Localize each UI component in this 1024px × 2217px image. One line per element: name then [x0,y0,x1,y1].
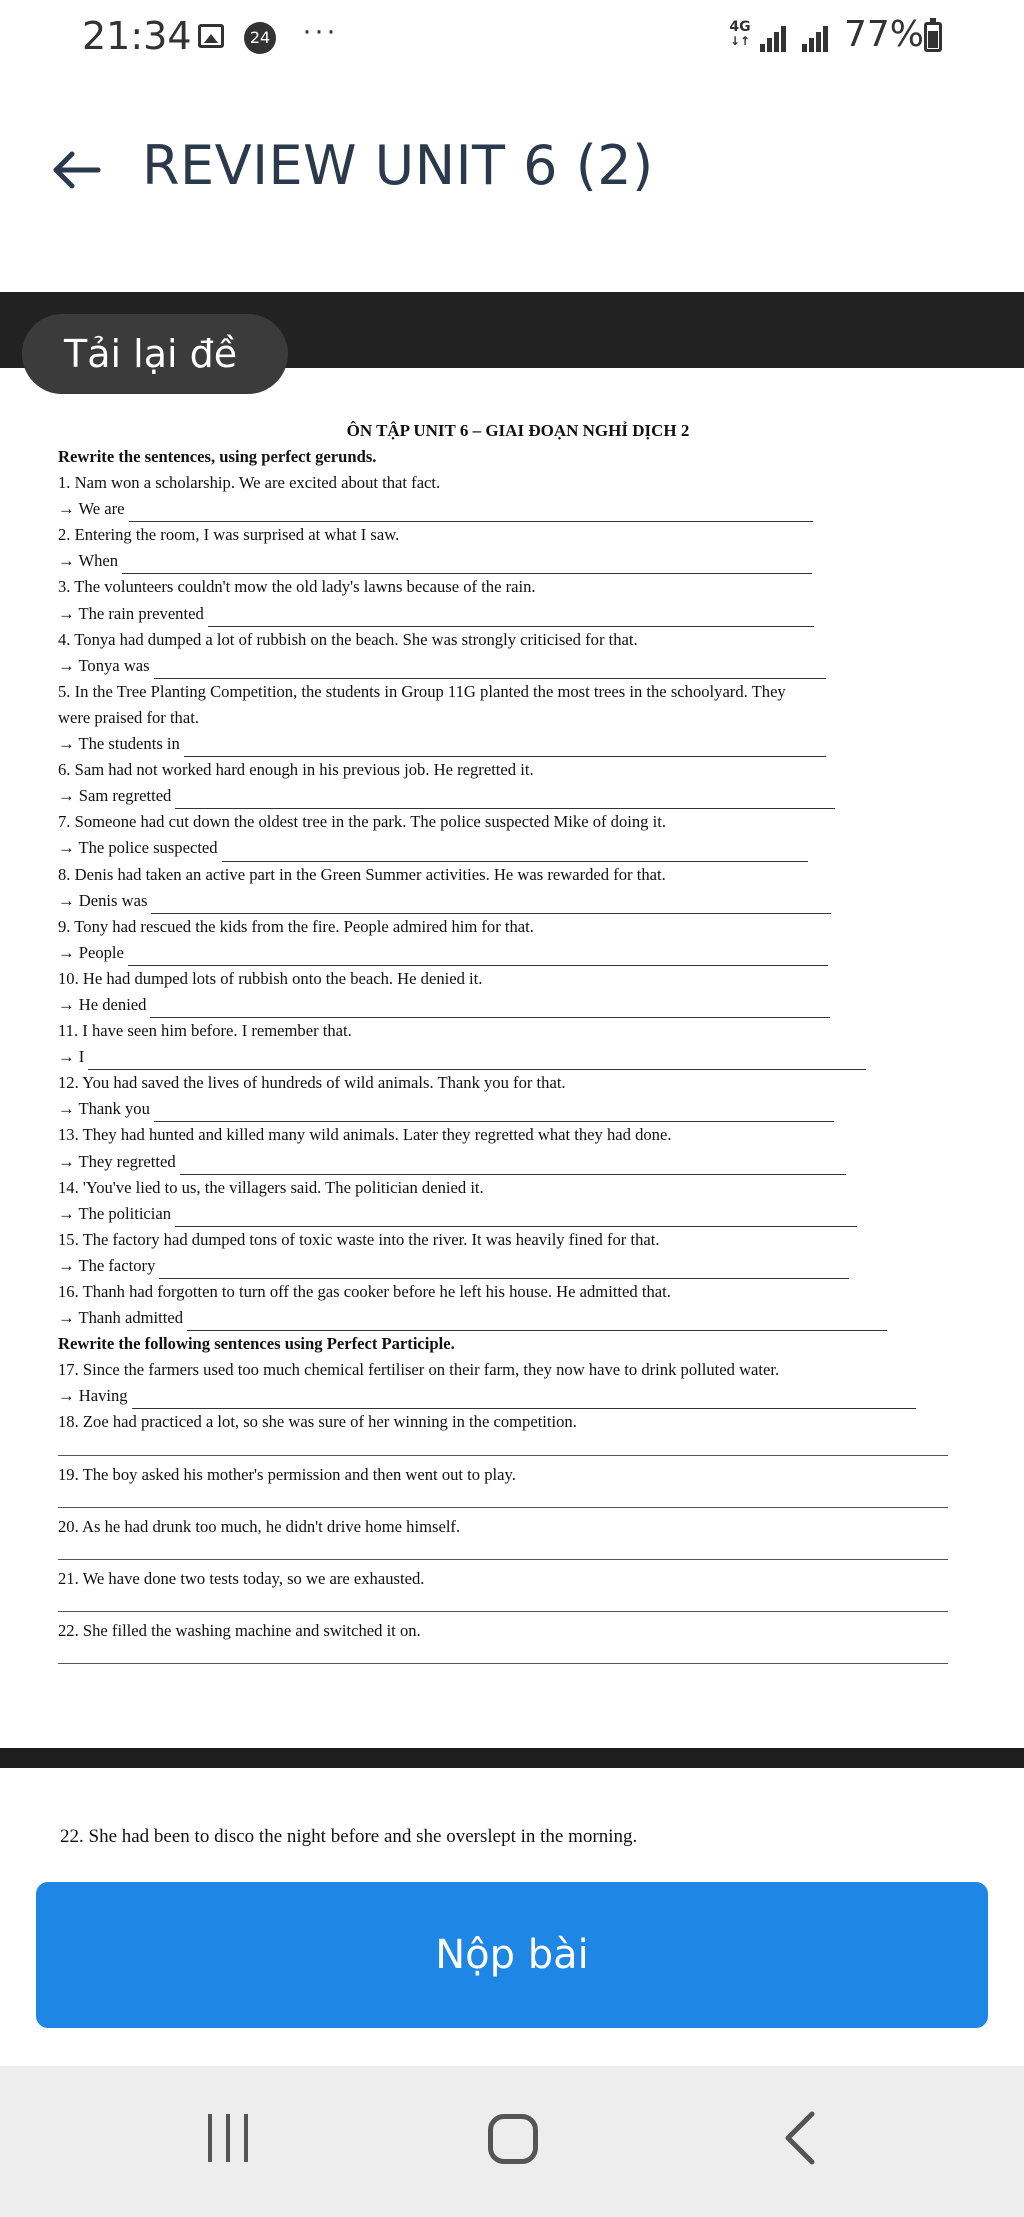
status-time: 21:34 [82,14,192,58]
answer-line [58,1096,978,1122]
answer-line [58,1149,978,1175]
answer-blank [132,1391,916,1409]
answer-prompt: → When [58,551,119,571]
question-text: 14. 'You've lied to us, the villagers said. The politician denied it. [58,1177,484,1197]
answer-line [58,1253,978,1279]
status-bar [0,0,1024,80]
section-heading: Rewrite the following sentences using Perfect Participle. [58,1334,455,1354]
question-text: 1. Nam won a scholarship. We are excited about that fact. [58,473,441,493]
answer-blank [180,1157,846,1175]
question-text: 21. We have done two tests today, so we are exhausted. [58,1569,425,1589]
question-text: 3. The volunteers couldn't mow the old lady's lawns because of the rain. [58,577,536,597]
worksheet-title: ÔN TẬP UNIT 6 – GIAI ĐOẠN NGHỈ DỊCH 2 [346,421,690,440]
answer-prompt: → They regretted [58,1151,176,1171]
question-text: 8. Denis had taken an active part in the Green Summer activities. He was rewarded for that. [58,864,666,884]
answer-line [58,548,978,574]
answer-line [58,496,978,522]
answer-line [58,992,978,1018]
answer-prompt: → The rain prevented [58,603,204,623]
question-text: 2. Entering the room, I was surprised at what I saw. [58,525,400,545]
answer-blank [129,504,813,522]
answer-prompt: → The politician [58,1203,172,1223]
answer-blank [154,1104,834,1122]
answer-blank [58,1592,978,1618]
question-text: 20. As he had drunk too much, he didn't drive home himself. [58,1516,461,1536]
question-text: 6. Sam had not worked hard enough in his previous job. He regretted it. [58,760,534,780]
answer-line [58,835,978,861]
question-text: 4. Tonya had dumped a lot of rubbish on the beach. She was strongly criticised for that. [58,629,638,649]
answer-line [58,1044,978,1070]
back-button[interactable] [48,142,104,198]
answer-blank [58,1436,978,1462]
answer-prompt: → We are [58,499,125,519]
answer-prompt: → People [58,942,124,962]
answer-line [58,888,978,914]
section-heading: Rewrite the sentences, using perfect gerunds. [58,447,377,466]
arrow-left-icon [48,142,104,198]
worksheet [58,418,978,1670]
answer-blank [150,1000,830,1018]
answer-blank [151,896,831,914]
more-notifications-icon: ··· [302,14,338,47]
page-title: REVIEW UNIT 6 (2) [142,134,654,197]
answer-line [58,1383,978,1409]
answer-blank [184,739,826,757]
network-type [728,20,752,48]
question-text: 19. The boy asked his mother's permission and then went out to play. [58,1464,516,1484]
submit-button[interactable]: Nộp bài [36,1882,988,2028]
question-text: 10. He had dumped lots of rubbish onto the beach. He denied it. [58,968,483,988]
chevron-left-icon [776,2108,826,2168]
answer-blank [187,1313,887,1331]
notification-badge-icon: 24 [244,22,276,54]
answer-line [58,783,978,809]
network-arrows: ↓↑ [729,34,751,48]
question-text: 9. Tony had rescued the kids from the fire. People admired him for that. [58,916,534,936]
signal-icon [800,20,834,52]
answer-line [58,940,978,966]
question-text: 7. Someone had cut down the oldest tree in the park. The police suspected Mike of doing it. [58,812,666,832]
answer-blank [154,661,826,679]
question-text: 12. You had saved the lives of hundreds of wild animals. Thank you for that. [58,1073,566,1093]
answer-line [58,601,978,627]
answer-prompt: → Having [58,1386,128,1406]
answer-prompt: → Thanh admitted [58,1308,184,1328]
answer-prompt: → Tonya was [58,655,150,675]
answer-blank [88,1052,866,1070]
question-text: were praised for that. [58,707,199,727]
answer-blank [175,791,835,809]
answer-prompt: → Thank you [58,1099,150,1119]
answer-prompt: → The students in [58,734,180,754]
gallery-icon [198,24,224,48]
answer-line [58,731,978,757]
answer-blank [58,1488,978,1514]
reload-test-button[interactable]: Tải lại đề [22,314,288,394]
question-text: 5. In the Tree Planting Competition, the students in Group 11G planted the most trees in the schoolyard. They [58,681,786,701]
answer-prompt: → The factory [58,1255,156,1275]
answer-blank [175,1209,857,1227]
battery-icon [924,22,942,52]
question-text: 22. She filled the washing machine and switched it on. [58,1621,421,1641]
answer-blank [159,1261,849,1279]
extra-question-text: 22. She had been to disco the night before and she overslept in the morning. [60,1826,638,1847]
divider-band [0,1748,1024,1768]
answer-prompt: → Sam regretted [58,786,172,806]
back-icon[interactable] [776,2108,826,2168]
answer-line [58,1305,978,1331]
answer-blank [58,1540,978,1566]
question-text: 13. They had hunted and killed many wild animals. Later they regretted what they had done. [58,1125,672,1145]
answer-blank [122,556,812,574]
battery-percent: 77% [844,14,925,55]
answer-prompt: → He denied [58,994,147,1014]
answer-blank [128,948,828,966]
recent-apps-icon[interactable] [206,2114,250,2162]
answer-blank [222,844,808,862]
network-type-label: 4G [729,19,751,35]
question-text: 18. Zoe had practiced a lot, so she was sure of her winning in the competition. [58,1412,577,1432]
signal-icon [758,20,792,52]
question-text: 17. Since the farmers used too much chemical fertiliser on their farm, they now have to drink polluted water. [58,1360,780,1380]
home-icon[interactable] [488,2114,538,2164]
answer-prompt: → The police suspected [58,838,218,858]
question-text: 11. I have seen him before. I remember that. [58,1021,352,1041]
question-text: 16. Thanh had forgotten to turn off the gas cooker before he left his house. He admitted that. [58,1282,671,1301]
answer-blank [58,1644,978,1670]
answer-line [58,1201,978,1227]
answer-line [58,653,978,679]
answer-blank [208,609,814,627]
answer-prompt: → Denis was [58,890,148,910]
question-text: 15. The factory had dumped tons of toxic waste into the river. It was heavily fined for that. [58,1229,660,1249]
answer-prompt: → I [58,1047,85,1067]
